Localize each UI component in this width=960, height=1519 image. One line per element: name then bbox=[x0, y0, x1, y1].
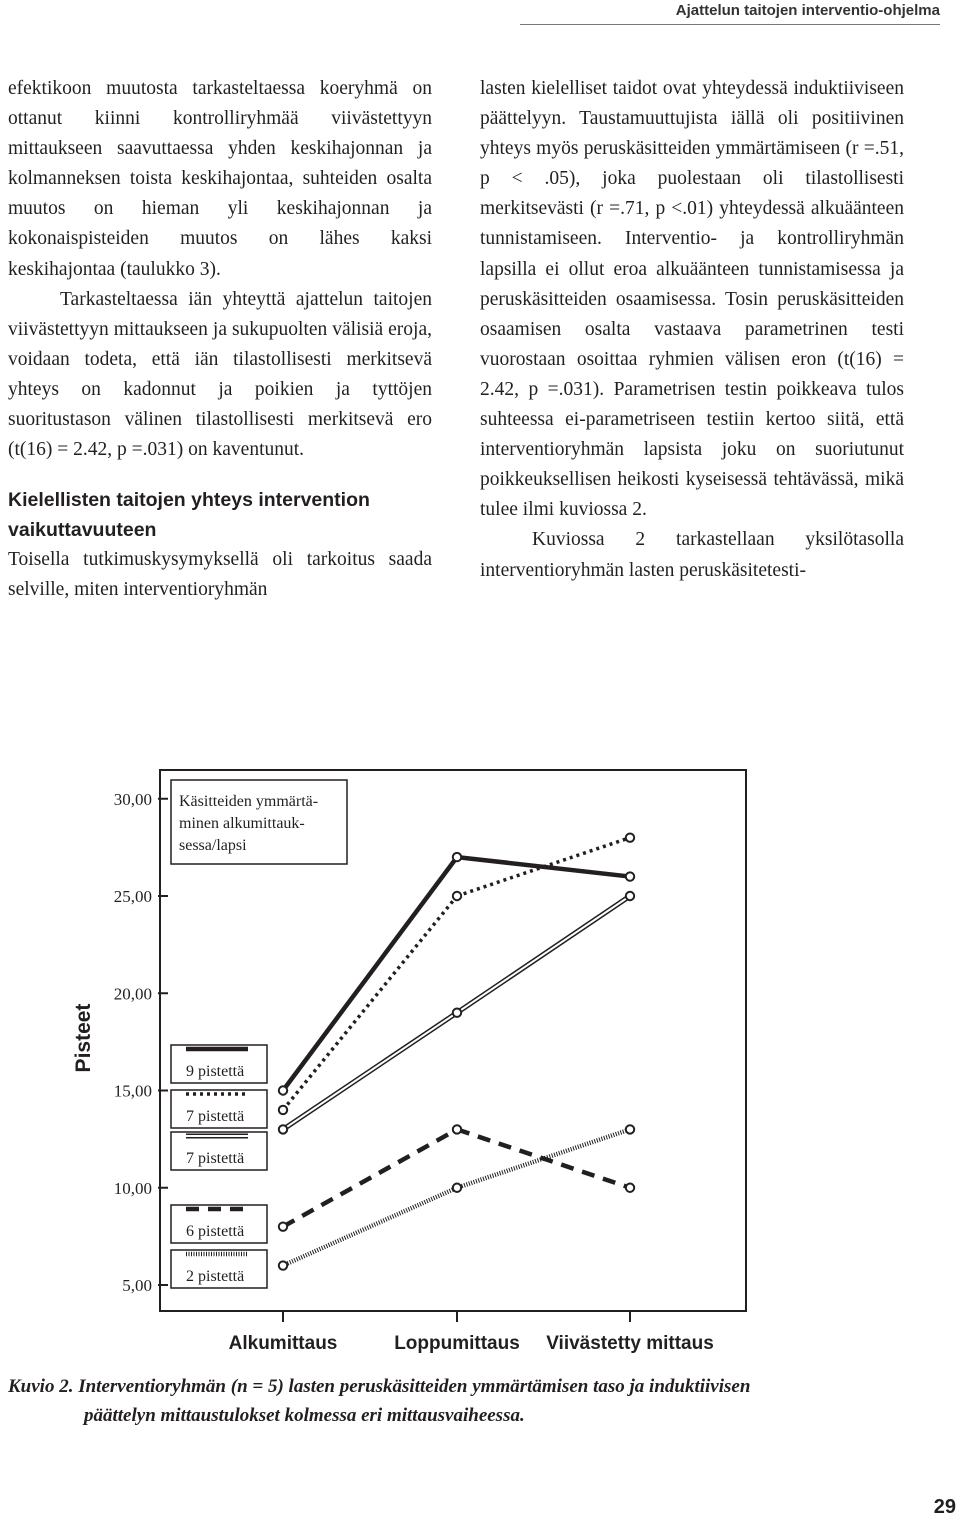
legend-item bbox=[171, 1132, 267, 1170]
y-axis-label: Pisteet bbox=[72, 1003, 95, 1073]
chart-title-line-2: minen alkumittauk- bbox=[179, 815, 305, 832]
caption-line-1: Kuvio 2. Interventioryhmän (n = 5) lasten peruskäsitteiden ymmärtämisen taso ja induktiivisen bbox=[8, 1376, 751, 1397]
left-paragraph-2: Tarkasteltaessa iän yhteyttä ajattelun taitojen viivästettyyn mittaukseen ja sukupuolten välisiä eroja, voidaan todeta, että iän tilastollisesti merkitsevä yhteys on kadonnut ja poikien ja tyttöjen suoritustason välinen tilastollisesti merkitsevä ero (t(16) = 2.42, p =.031) on kaventunut. bbox=[8, 288, 432, 461]
data-point bbox=[279, 1086, 287, 1094]
chart-title-box bbox=[171, 780, 347, 864]
legend-item bbox=[171, 1250, 267, 1288]
data-point bbox=[279, 1261, 287, 1269]
right-paragraph-2: Kuviossa 2 tarkastellaan yksilötasolla interventioryhmän lasten peruskäsitetesti- bbox=[480, 529, 904, 581]
running-head bbox=[520, 0, 940, 25]
y-tick-label: 20,00 bbox=[113, 984, 152, 1004]
x-category-label: Viivästetty mittaus bbox=[546, 1333, 714, 1354]
series-segment bbox=[283, 857, 457, 1090]
left-column bbox=[8, 74, 432, 605]
x-category-label: Loppumittaus bbox=[394, 1333, 520, 1354]
legend-label: 7 pistettä bbox=[186, 1150, 245, 1167]
data-point bbox=[453, 853, 461, 861]
legend bbox=[171, 1045, 267, 1288]
x-category-label: Alkumittaus bbox=[228, 1333, 338, 1354]
data-point bbox=[453, 1009, 461, 1017]
y-tick-label: 5,00 bbox=[122, 1276, 152, 1295]
data-point bbox=[626, 872, 634, 880]
page-number: 29 bbox=[933, 1496, 956, 1518]
data-point bbox=[453, 1125, 461, 1133]
legend-item bbox=[171, 1090, 267, 1128]
series-segment bbox=[283, 1129, 457, 1226]
legend-label: 6 pistettä bbox=[186, 1223, 245, 1240]
y-tick-label: 25,00 bbox=[113, 887, 152, 906]
running-title: Ajattelun taitojen interventio-ohjelma bbox=[675, 2, 940, 19]
data-point bbox=[626, 892, 634, 900]
series-segment-inner bbox=[283, 1013, 457, 1130]
series-segment-inner bbox=[457, 896, 630, 1013]
series-line bbox=[279, 833, 634, 1114]
figure-chart bbox=[0, 760, 960, 1360]
series-segment bbox=[283, 1188, 457, 1266]
legend-label: 9 pistettä bbox=[186, 1063, 245, 1080]
data-point bbox=[453, 892, 461, 900]
y-tick-label: 30,00 bbox=[113, 789, 152, 809]
chart-title-line-1: Käsitteiden ymmärtä- bbox=[179, 793, 319, 810]
series-segment bbox=[457, 838, 630, 896]
data-point bbox=[279, 1125, 287, 1133]
data-point bbox=[279, 1106, 287, 1114]
data-point bbox=[626, 1184, 634, 1192]
series-line bbox=[279, 1125, 634, 1231]
data-point bbox=[279, 1222, 287, 1230]
legend-label: 7 pistettä bbox=[186, 1108, 245, 1125]
series-line bbox=[279, 853, 634, 1095]
legend-item bbox=[171, 1205, 267, 1243]
legend-item bbox=[171, 1045, 267, 1083]
series-lines bbox=[279, 833, 634, 1269]
legend-label: 2 pistettä bbox=[186, 1268, 245, 1285]
y-tick-label: 15,00 bbox=[113, 1081, 152, 1101]
x-axis bbox=[229, 1311, 714, 1354]
section-heading: Kielellisten taitojen yhteys intervention vaikuttavuuteen bbox=[8, 489, 370, 542]
series-line bbox=[279, 1125, 634, 1270]
data-point bbox=[626, 833, 634, 841]
left-paragraph-3: Toisella tutkimuskysymyksellä oli tarkoitus saada selville, miten interventioryhmän bbox=[8, 549, 432, 601]
right-paragraph-1: lasten kielelliset taidot ovat yhteydessä induktiiviseen päättelyyn. Taustamuuttujista iällä oli positiivinen yhteys myös peruskäsitteiden ymmärtämiseen (r =.51, p < .05), joka puolestaan oli tilastollisesti merkitsevästi (r =.71, p <.01) yhteydessä alkuäänteen tunnistamiseen. Interventio- ja kontrolliryhmän lapsilla ei ollut eroa alkuäänteen tunnistamisessa ja peruskäsitteiden osaamisessa. Tosin peruskäsitteiden osaamisen osalta vastaava parametrinen testi vuorostaan osoittaa ryhmien välisen eron (t(16) = 2.42, p =.031). Parametrisen testin poikkeava tulos suhteessa ei-parametriseen testiin kertoo siitä, että interventioryhmän lapsista joku on suoriutunut poikkeuksellisen heikosti kyseisessä tehtävässä, mikä tulee ilmi kuviossa 2. bbox=[480, 78, 904, 521]
caption-line-2: päättelyn mittaustulokset kolmessa eri mittausvaiheessa. bbox=[84, 1405, 525, 1426]
data-point bbox=[453, 1184, 461, 1192]
series-segment bbox=[283, 896, 457, 1110]
chart-title-line-3: sessa/lapsi bbox=[179, 837, 247, 854]
series-line bbox=[279, 892, 634, 1134]
figure-caption bbox=[8, 1372, 928, 1430]
left-paragraph-1: efektikoon muutosta tarkasteltaessa koeryhmä on ottanut kiinni kontrolliryhmää viivästettyyn mittaukseen saavuttaessa yhden keskihajonnan ja kolmanneksen toista keskihajontaa, suhteiden osalta muutos on hieman yli keskihajonnan ja kokonaispisteiden muutos on lähes kaksi keskihajontaa (taulukko 3). bbox=[8, 78, 432, 280]
data-point bbox=[626, 1125, 634, 1133]
y-tick-label: 10,00 bbox=[113, 1178, 152, 1198]
right-column bbox=[480, 74, 904, 586]
